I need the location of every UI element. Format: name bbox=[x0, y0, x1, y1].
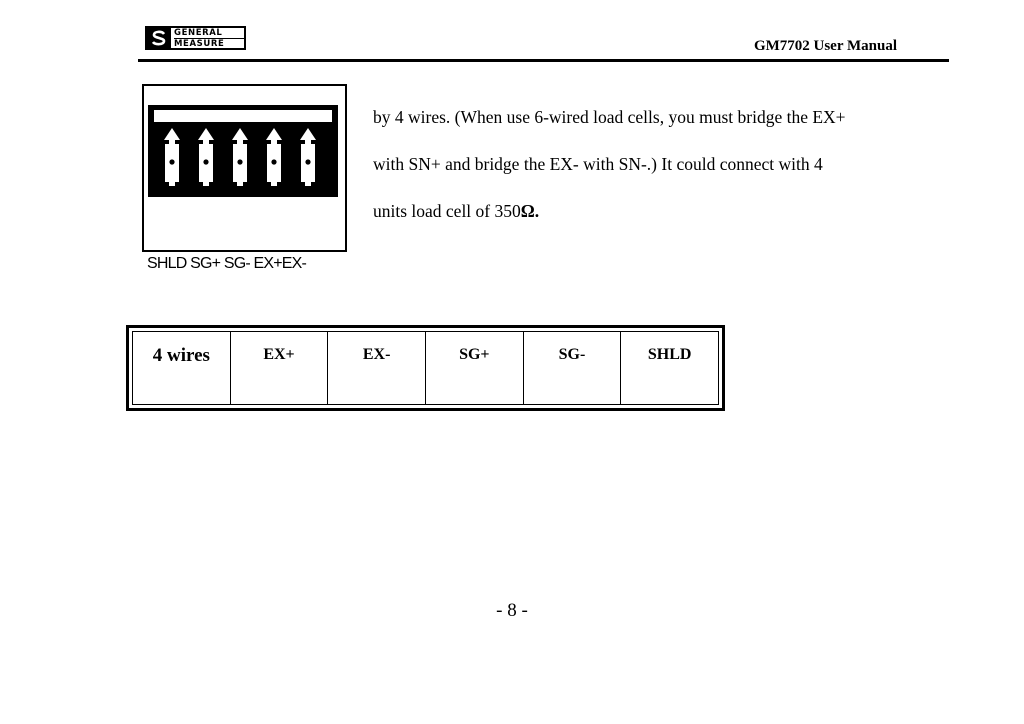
document-title: GM7702 User Manual bbox=[753, 38, 897, 54]
company-logo bbox=[145, 26, 246, 50]
table-cell: SG+ bbox=[425, 332, 523, 405]
body-line: by 4 wires. (When use 6-wired load cells, you must bridge the EX+ bbox=[373, 107, 846, 127]
wiring-table bbox=[126, 325, 725, 411]
table-cell: EX+ bbox=[230, 332, 328, 405]
logo-mark-icon bbox=[147, 28, 171, 48]
body-line: with SN+ and bridge the EX- with SN-.) It could connect with 4 bbox=[373, 154, 823, 174]
table-row bbox=[133, 332, 719, 405]
body-text: units load cell of 350 bbox=[373, 201, 521, 221]
terminal-labels: SHLD SG+ SG- EX+EX- bbox=[147, 255, 307, 272]
ohm-symbol: Ω. bbox=[520, 201, 540, 221]
table-cell: EX- bbox=[328, 332, 426, 405]
logo-line-1: GENERAL bbox=[174, 28, 244, 39]
terminal-connector-figure bbox=[142, 84, 347, 252]
row-label-cell: 4 wires bbox=[133, 332, 231, 405]
header-divider bbox=[138, 59, 949, 62]
table-cell: SHLD bbox=[621, 332, 719, 405]
body-paragraph bbox=[373, 94, 945, 235]
logo-text bbox=[171, 28, 244, 48]
body-line-last bbox=[373, 188, 945, 235]
logo-line-2: MEASURE bbox=[174, 39, 225, 49]
terminal-block-icon bbox=[144, 86, 345, 250]
table-cell: SG- bbox=[523, 332, 621, 405]
page-number: - 8 - bbox=[496, 600, 528, 621]
